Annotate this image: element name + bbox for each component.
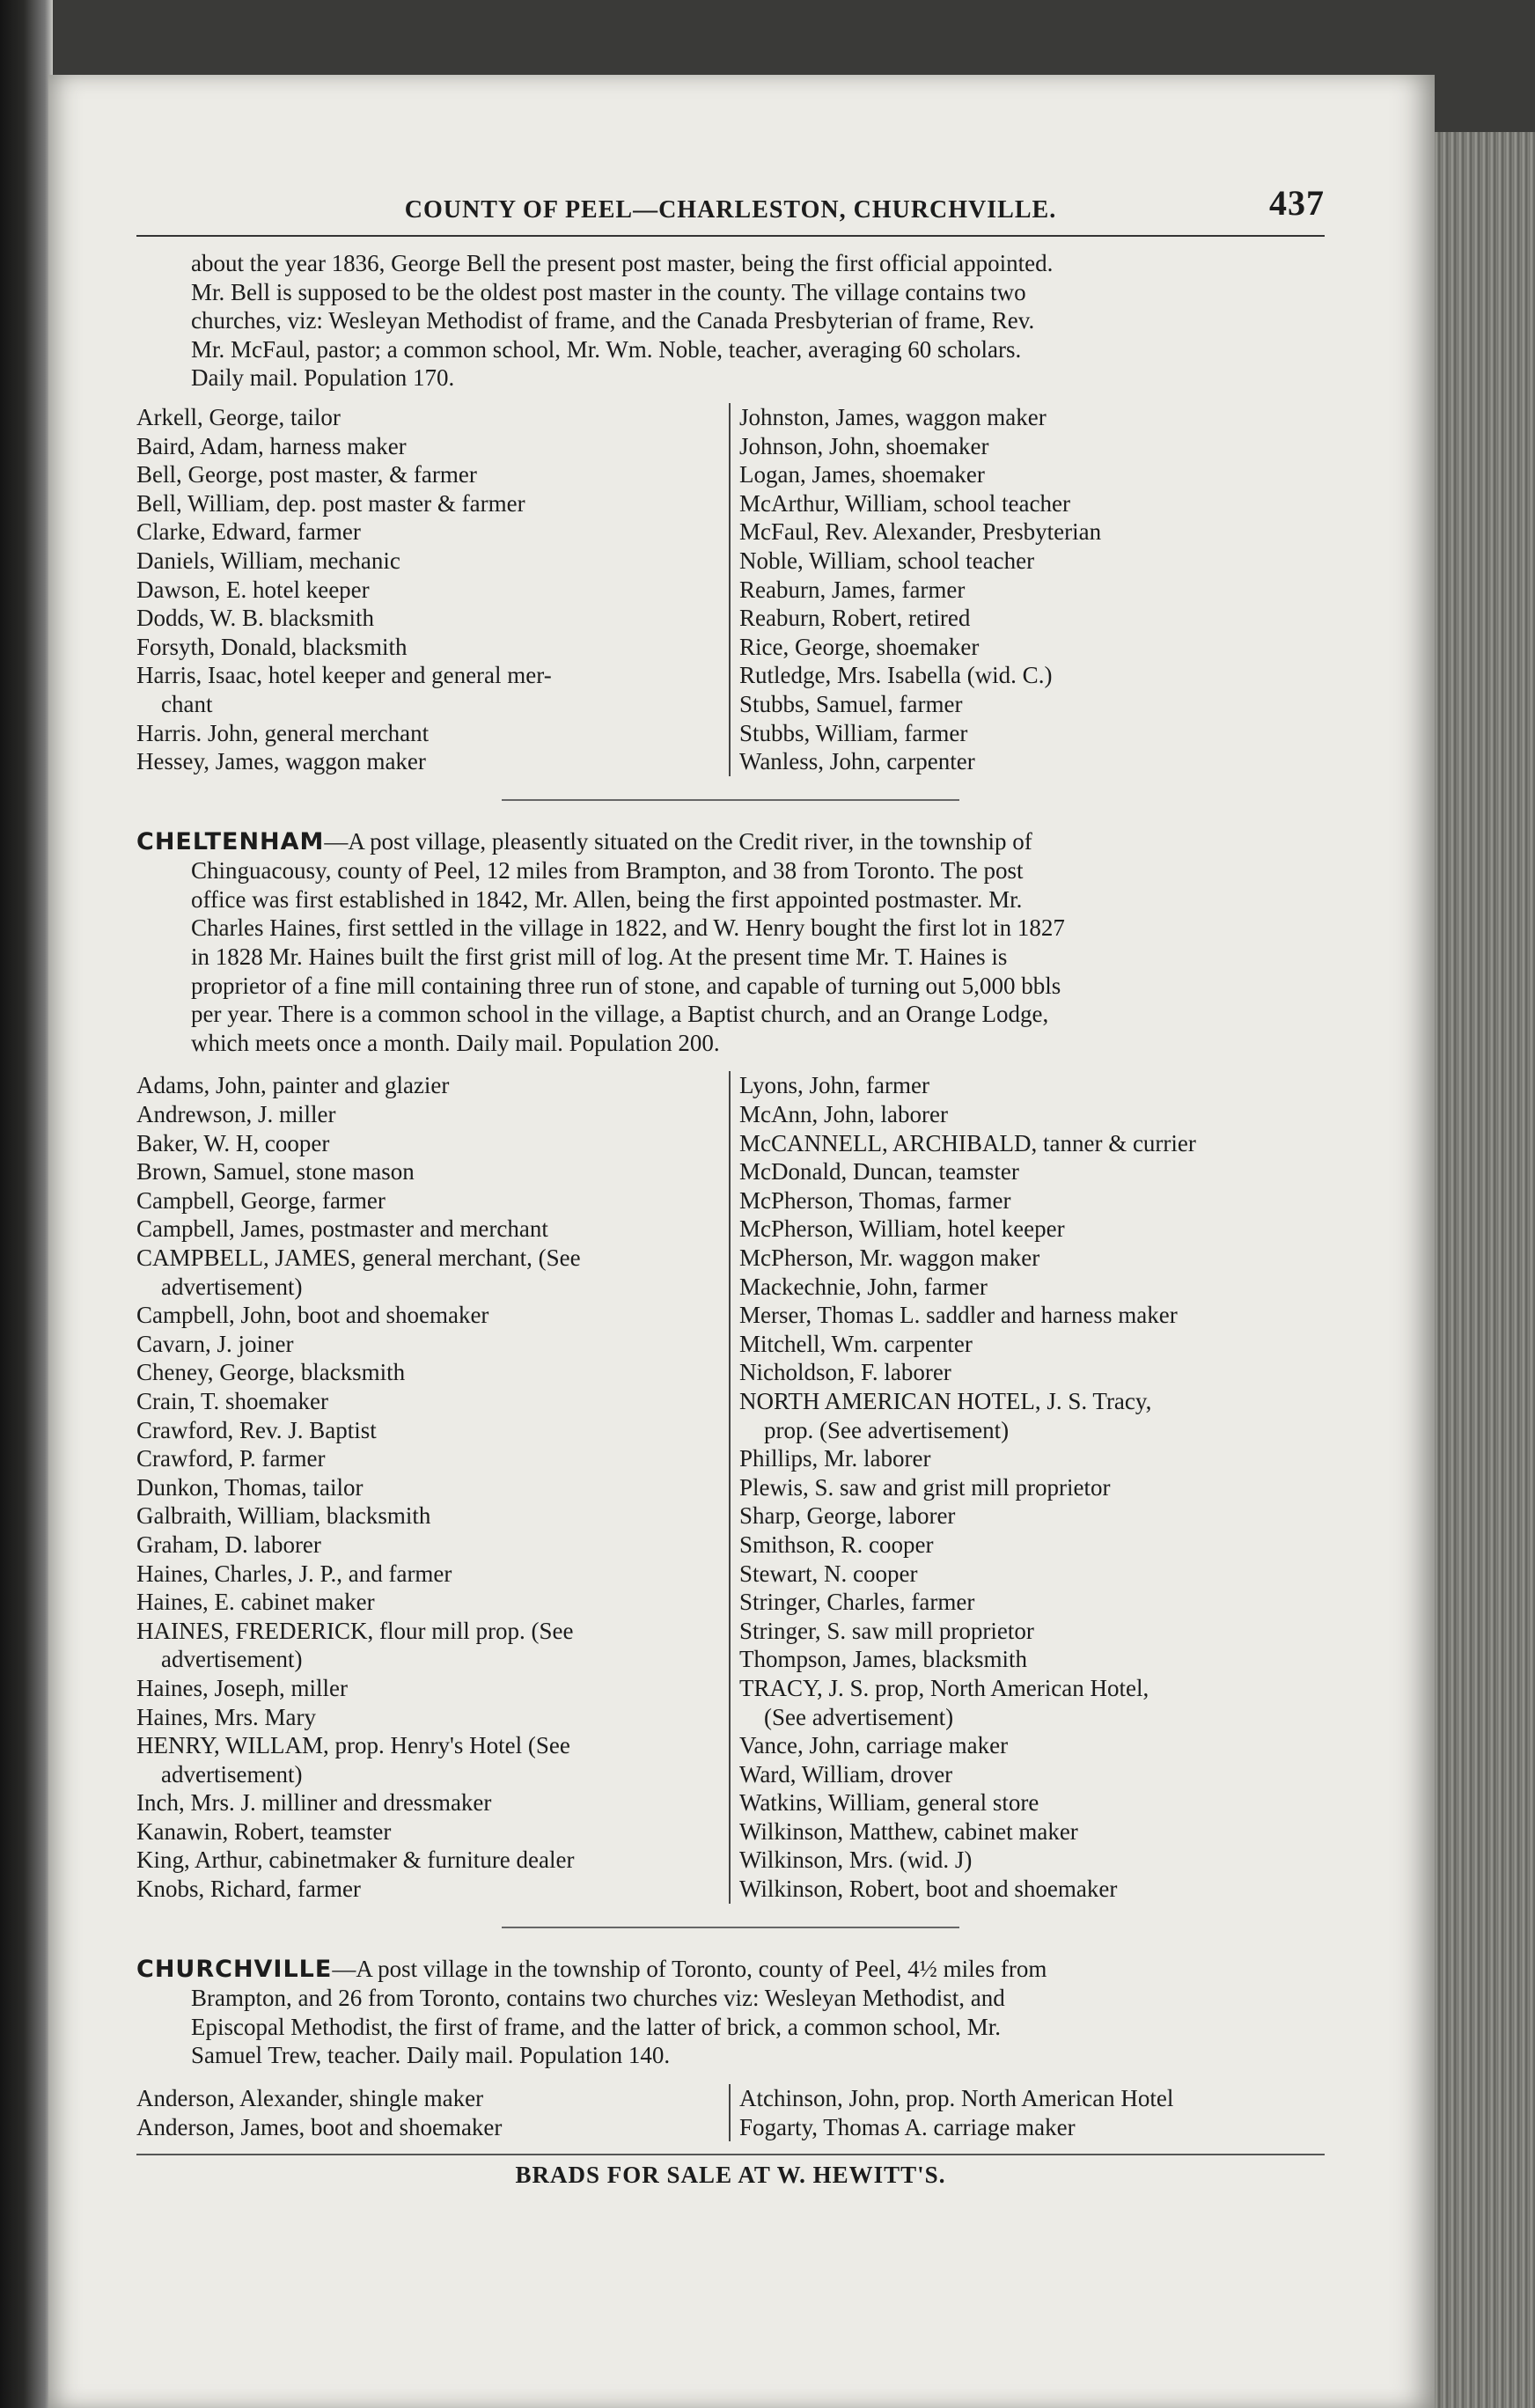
list-item: McCANNELL, ARCHIBALD, tanner & currier [739, 1129, 1196, 1156]
cheltenham-intro-first: —A post village, pleasently situated on the Credit river, in the township of [324, 827, 1032, 855]
list-item: Haines, Joseph, miller [136, 1674, 348, 1701]
list-item: Kanawin, Robert, teamster [136, 1817, 392, 1845]
list-item-continuation: advertisement) [161, 1760, 303, 1788]
running-header [136, 183, 1325, 237]
charleston-left-column [136, 403, 731, 776]
churchville-right-column [731, 2084, 1325, 2141]
list-item-continuation: (See advertisement) [764, 1703, 954, 1730]
intro-line: churches, viz: Wesleyan Methodist of frame, and the Canada Presbyterian of frame, Rev. [191, 307, 1035, 334]
list-item: Reaburn, Robert, retired [739, 605, 971, 632]
intro-line: Daily mail. Population 170. [191, 364, 455, 392]
list-item: Adams, John, painter and glazier [136, 1072, 450, 1099]
list-item-continuation: chant [161, 690, 213, 717]
list-item: Campbell, John, boot and shoemaker [136, 1302, 489, 1329]
list-item: Rice, George, shoemaker [739, 633, 980, 660]
list-item: Smithson, R. cooper [739, 1531, 934, 1558]
section-divider [502, 1927, 959, 1928]
intro-line: Chinguacousy, county of Peel, 12 miles from Brampton, and 38 from Toronto. The post [191, 857, 1024, 885]
list-item-continuation: advertisement) [161, 1273, 303, 1300]
list-item: Johnson, John, shoemaker [739, 432, 989, 459]
list-item: Sharp, George, laborer [739, 1502, 956, 1530]
book-page [48, 75, 1435, 2408]
intro-line: Episcopal Methodist, the first of frame, and the latter of brick, a common school, Mr. [191, 2013, 1002, 2040]
scan-left-edge [0, 0, 53, 2408]
list-item: King, Arthur, cabinetmaker & furniture dealer [136, 1846, 575, 1874]
list-item: Watkins, William, general store [739, 1789, 1039, 1817]
list-item: McPherson, William, hotel keeper [739, 1215, 1065, 1243]
churchville-intro-first-line [136, 1955, 1325, 1985]
list-item: Knobs, Richard, farmer [136, 1876, 361, 1903]
list-item: Daniels, William, mechanic [136, 547, 400, 574]
list-item: Phillips, Mr. laborer [739, 1445, 931, 1472]
intro-line: Samuel Trew, teacher. Daily mail. Population 140. [191, 2042, 671, 2069]
page-content [136, 183, 1325, 2190]
charleston-directory [136, 403, 1325, 776]
list-item: Dodds, W. B. blacksmith [136, 605, 375, 632]
book-page-edges [1426, 132, 1535, 2408]
list-item: Stubbs, Samuel, farmer [739, 690, 963, 717]
list-item: Hessey, James, waggon maker [136, 748, 426, 775]
intro-line: per year. There is a common school in the village, a Baptist church, and an Orange Lodge, [191, 1001, 1049, 1028]
list-item: Rutledge, Mrs. Isabella (wid. C.) [739, 662, 1053, 689]
list-item: Wilkinson, Matthew, cabinet maker [739, 1817, 1078, 1845]
cheltenham-directory [136, 1071, 1325, 1903]
intro-line: Mr. Bell is supposed to be the oldest post master in the county. The village contains two [191, 278, 1026, 305]
cheltenham-left-column [136, 1071, 731, 1903]
list-item: Baird, Adam, harness maker [136, 432, 407, 459]
list-item: McArthur, William, school teacher [739, 489, 1070, 517]
intro-line: Mr. McFaul, pastor; a common school, Mr. Wm. Noble, teacher, averaging 60 scholars. [191, 335, 1022, 363]
list-item: McFaul, Rev. Alexander, Presbyterian [739, 518, 1102, 546]
list-item: Plewis, S. saw and grist mill proprietor [739, 1473, 1111, 1501]
list-item: Nicholdson, F. laborer [739, 1359, 951, 1386]
list-item: Crawford, P. farmer [136, 1445, 326, 1472]
list-item: Dunkon, Thomas, tailor [136, 1473, 364, 1501]
header-title: COUNTY OF PEEL—CHARLESTON, CHURCHVILLE. [404, 196, 1057, 224]
charleston-right-column [731, 403, 1325, 776]
list-item: Ward, William, drover [739, 1760, 953, 1788]
list-item: Graham, D. laborer [136, 1531, 321, 1558]
churchville-heading: CHURCHVILLE [136, 1955, 333, 1983]
list-item: Logan, James, shoemaker [739, 461, 985, 488]
list-item: Stringer, Charles, farmer [739, 1589, 975, 1616]
list-item: Haines, E. cabinet maker [136, 1589, 375, 1616]
footer-rule [136, 2154, 1325, 2155]
list-item: Haines, Mrs. Mary [136, 1703, 316, 1730]
churchville-intro [136, 1984, 1325, 2070]
churchville-directory [136, 2084, 1325, 2141]
list-item: Cheney, George, blacksmith [136, 1359, 406, 1386]
list-item: Crawford, Rev. J. Baptist [136, 1416, 377, 1443]
list-item: Anderson, Alexander, shingle maker [136, 2085, 484, 2112]
list-item: TRACY, J. S. prop, North American Hotel, [739, 1674, 1149, 1701]
list-item: Wilkinson, Robert, boot and shoemaker [739, 1876, 1118, 1903]
cheltenham-section [136, 827, 1325, 1904]
list-item: Stewart, N. cooper [739, 1560, 918, 1587]
intro-line: Brampton, and 26 from Toronto, contains two churches viz: Wesleyan Methodist, and [191, 1985, 1005, 2012]
list-item: Merser, Thomas L. saddler and harness maker [739, 1302, 1178, 1329]
list-item: Noble, William, school teacher [739, 547, 1035, 574]
list-item: Thompson, James, blacksmith [739, 1646, 1027, 1673]
list-item: Campbell, James, postmaster and merchant [136, 1215, 548, 1243]
churchville-left-column [136, 2084, 731, 2141]
list-item: Johnston, James, waggon maker [739, 403, 1047, 430]
list-item: Fogarty, Thomas A. carriage maker [739, 2113, 1076, 2140]
churchville-section [136, 1955, 1325, 2142]
list-item: Arkell, George, tailor [136, 403, 341, 430]
intro-line: proprietor of a fine mill containing three run of stone, and capable of turning out 5,000 bbls [191, 972, 1061, 999]
intro-line: which meets once a month. Daily mail. Population 200. [191, 1029, 720, 1056]
list-item: Baker, W. H, cooper [136, 1129, 330, 1156]
footer-advertisement: BRADS FOR SALE AT W. HEWITT'S. [515, 2162, 946, 2189]
list-item-continuation: prop. (See advertisement) [764, 1416, 1010, 1443]
section-divider [502, 799, 959, 801]
list-item: Vance, John, carriage maker [739, 1732, 1009, 1759]
list-item: Galbraith, William, blacksmith [136, 1502, 431, 1530]
list-item-continuation: advertisement) [161, 1646, 303, 1673]
list-item: Harris. John, general merchant [136, 719, 430, 746]
list-item: HAINES, FREDERICK, flour mill prop. (See [136, 1617, 574, 1644]
charleston-intro [136, 249, 1325, 393]
list-item: Lyons, John, farmer [739, 1072, 929, 1099]
cheltenham-heading: CHELTENHAM [136, 827, 325, 855]
cheltenham-intro [136, 856, 1325, 1057]
list-item: Bell, George, post master, & farmer [136, 461, 477, 488]
list-item: Wanless, John, carpenter [739, 748, 975, 775]
list-item: Stubbs, William, farmer [739, 719, 968, 746]
page-number: 437 [1269, 183, 1325, 223]
cheltenham-intro-first-line [136, 827, 1325, 857]
list-item: Crain, T. shoemaker [136, 1387, 328, 1414]
list-item: Stringer, S. saw mill proprietor [739, 1617, 1034, 1644]
list-item: Harris, Isaac, hotel keeper and general mer- [136, 662, 552, 689]
list-item: Reaburn, James, farmer [739, 576, 966, 603]
cheltenham-right-column [731, 1071, 1325, 1903]
list-item: Campbell, George, farmer [136, 1186, 386, 1214]
list-item: Atchinson, John, prop. North American Hotel [739, 2085, 1174, 2112]
list-item: NORTH AMERICAN HOTEL, J. S. Tracy, [739, 1387, 1152, 1414]
list-item: Haines, Charles, J. P., and farmer [136, 1560, 452, 1587]
list-item: Mackechnie, John, farmer [739, 1273, 988, 1300]
list-item: Dawson, E. hotel keeper [136, 576, 370, 603]
list-item: Clarke, Edward, farmer [136, 518, 361, 546]
list-item: McAnn, John, laborer [739, 1101, 948, 1128]
intro-line: about the year 1836, George Bell the present post master, being the first official appointed. [191, 250, 1054, 276]
list-item: Inch, Mrs. J. milliner and dressmaker [136, 1789, 492, 1817]
intro-line: Charles Haines, first settled in the village in 1822, and W. Henry bought the first lot in 1827 [191, 914, 1065, 942]
list-item: Forsyth, Donald, blacksmith [136, 633, 408, 660]
churchville-intro-first: —A post village in the township of Toronto, county of Peel, 4½ miles from [332, 1955, 1047, 1982]
list-item: Andrewson, J. miller [136, 1101, 336, 1128]
list-item: HENRY, WILLAM, prop. Henry's Hotel (See [136, 1732, 570, 1759]
list-item: CAMPBELL, JAMES, general merchant, (See [136, 1244, 581, 1271]
list-item: Bell, William, dep. post master & farmer [136, 489, 525, 517]
intro-line: in 1828 Mr. Haines built the first grist mill of log. At the present time Mr. T. Haines is [191, 943, 1008, 971]
list-item: McDonald, Duncan, teamster [739, 1158, 1019, 1186]
list-item: Brown, Samuel, stone mason [136, 1158, 415, 1186]
intro-line: office was first established in 1842, Mr. Allen, being the first appointed postmaster. Mr. [191, 885, 1023, 913]
list-item: Cavarn, J. joiner [136, 1330, 294, 1357]
list-item: McPherson, Thomas, farmer [739, 1186, 1011, 1214]
list-item: Wilkinson, Mrs. (wid. J) [739, 1846, 973, 1874]
list-item: Mitchell, Wm. carpenter [739, 1330, 973, 1357]
list-item: Anderson, James, boot and shoemaker [136, 2113, 503, 2140]
list-item: McPherson, Mr. waggon maker [739, 1244, 1040, 1271]
